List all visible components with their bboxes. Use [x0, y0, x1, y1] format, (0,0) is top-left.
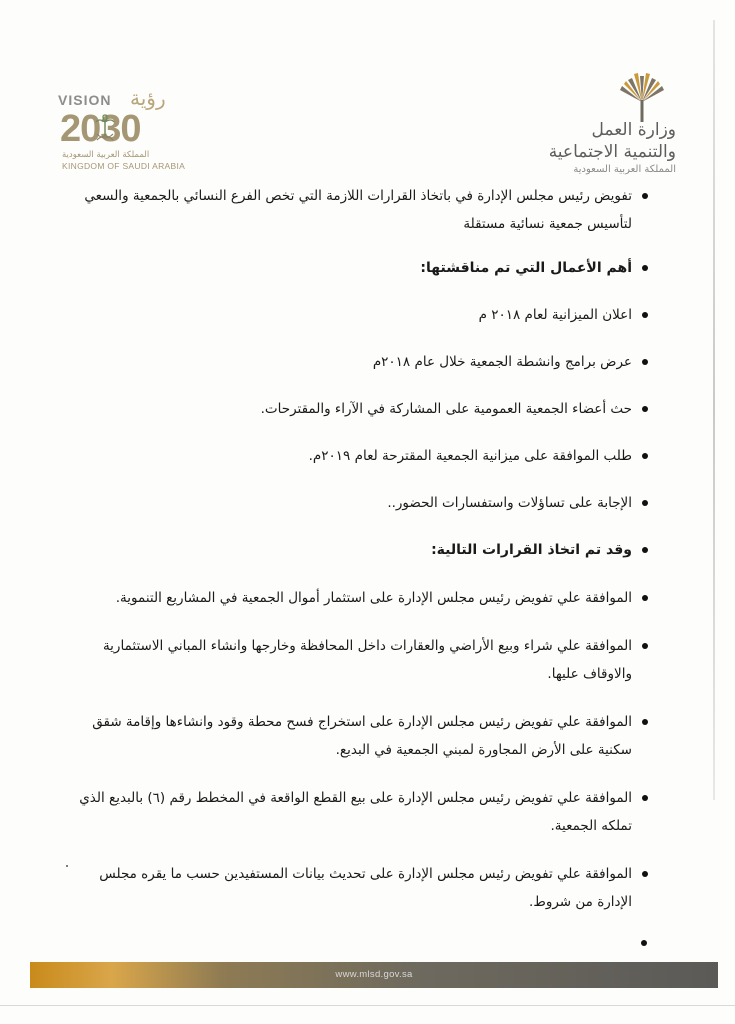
item-text: تفويض رئيس مجلس الإدارة في باتخاذ القرارات اللازمة التي تخص الفرع النسائي بالجمعية والسعي لتأسيس جمعية نسائية مستقلة [84, 188, 632, 232]
vision-word: VISION [58, 92, 112, 108]
vision-2030-logo [58, 86, 198, 182]
bullet-icon [642, 719, 648, 725]
bullet-icon [642, 312, 648, 318]
document-body [64, 182, 648, 916]
item-text: وقد تم اتخاذ القرارات التالية: [431, 542, 632, 558]
list-item [64, 708, 648, 764]
ministry-country: المملكة العربية السعودية [573, 164, 676, 175]
bullet-icon [642, 359, 648, 365]
bullet-icon [642, 265, 648, 271]
bullet-icon [642, 500, 648, 506]
ministry-emblem-icon [614, 66, 670, 126]
list-item [64, 632, 648, 688]
bullet-icon [642, 547, 648, 553]
footer-band [30, 962, 718, 988]
vision-subtitle-en: KINGDOM OF SAUDI ARABIA [62, 161, 186, 171]
list-item [64, 442, 648, 470]
item-text: الموافقة علي تفويض رئيس مجلس الإدارة على استخراج فسح محطة وقود وانشاءها وإقامة شقق سكنية على الأرض المجاورة لمبني الجمعية في البديع. [92, 714, 632, 758]
list-item [64, 784, 648, 840]
item-text: اعلان الميزانية لعام ٢٠١٨ م [478, 307, 632, 323]
item-text: أهم الأعمال التي تم مناقشتها: [420, 260, 632, 276]
list-item [64, 860, 648, 916]
bullet-icon [642, 643, 648, 649]
scan-speck [66, 865, 68, 867]
bullet-icon [641, 940, 647, 946]
item-text: الموافقة علي تفويض رئيس مجلس الإدارة على استثمار أموال الجمعية في المشاريع التنموية. [115, 590, 632, 606]
ministry-name-line2: والتنمية الاجتماعية [548, 142, 676, 162]
list-item [64, 301, 648, 329]
bullet-icon [642, 871, 648, 877]
vision-subtitle-ar: المملكة العربية السعودية [62, 150, 150, 160]
list-item [64, 584, 648, 612]
list-item [64, 395, 648, 423]
item-text: الموافقة علي شراء وبيع الأراضي والعقارات داخل المحافظة وخارجها وانشاء المباني الاستثمارية والاوقاف عليها. [102, 638, 632, 682]
list-item [64, 489, 648, 517]
item-text: الإجابة على تساؤلات واستفسارات الحضور.. [387, 495, 632, 511]
item-text: طلب الموافقة على ميزانية الجمعية المقترحة لعام ٢٠١٩م. [308, 448, 632, 464]
list-item [64, 348, 648, 376]
scan-edge-bottom [0, 1005, 735, 1006]
scan-edge [713, 20, 715, 800]
item-text: حث أعضاء الجمعية العمومية على المشاركة في الآراء والمقترحات. [260, 401, 632, 417]
ministry-logo [518, 66, 678, 186]
section-heading [64, 254, 648, 282]
footer-url: www.mlsd.gov.sa [335, 969, 413, 980]
bullet-icon [642, 595, 648, 601]
vision-arabic-word: رؤية [130, 86, 166, 110]
bullet-icon [642, 453, 648, 459]
vision-year: 2030 [60, 108, 141, 150]
item-text: عرض برامج وانشطة الجمعية خلال عام ٢٠١٨م [372, 354, 632, 370]
item-text: الموافقة علي تفويض رئيس مجلس الإدارة على تحديث بيانات المستفيدين حسب ما يقره مجلس الإدارة من شروط. [99, 866, 632, 910]
ministry-name-line1: وزارة العمل [591, 120, 676, 140]
palm-swords-icon [94, 114, 116, 144]
bullet-icon [642, 193, 648, 199]
bullet-icon [642, 406, 648, 412]
list-item [64, 182, 648, 238]
bullet-icon [642, 795, 648, 801]
section-heading [64, 536, 648, 564]
item-text: الموافقة علي تفويض رئيس مجلس الإدارة على بيع القطع الواقعة في المخطط رقم (٦) بالبديع الذي تملكه الجمعية. [79, 790, 632, 834]
